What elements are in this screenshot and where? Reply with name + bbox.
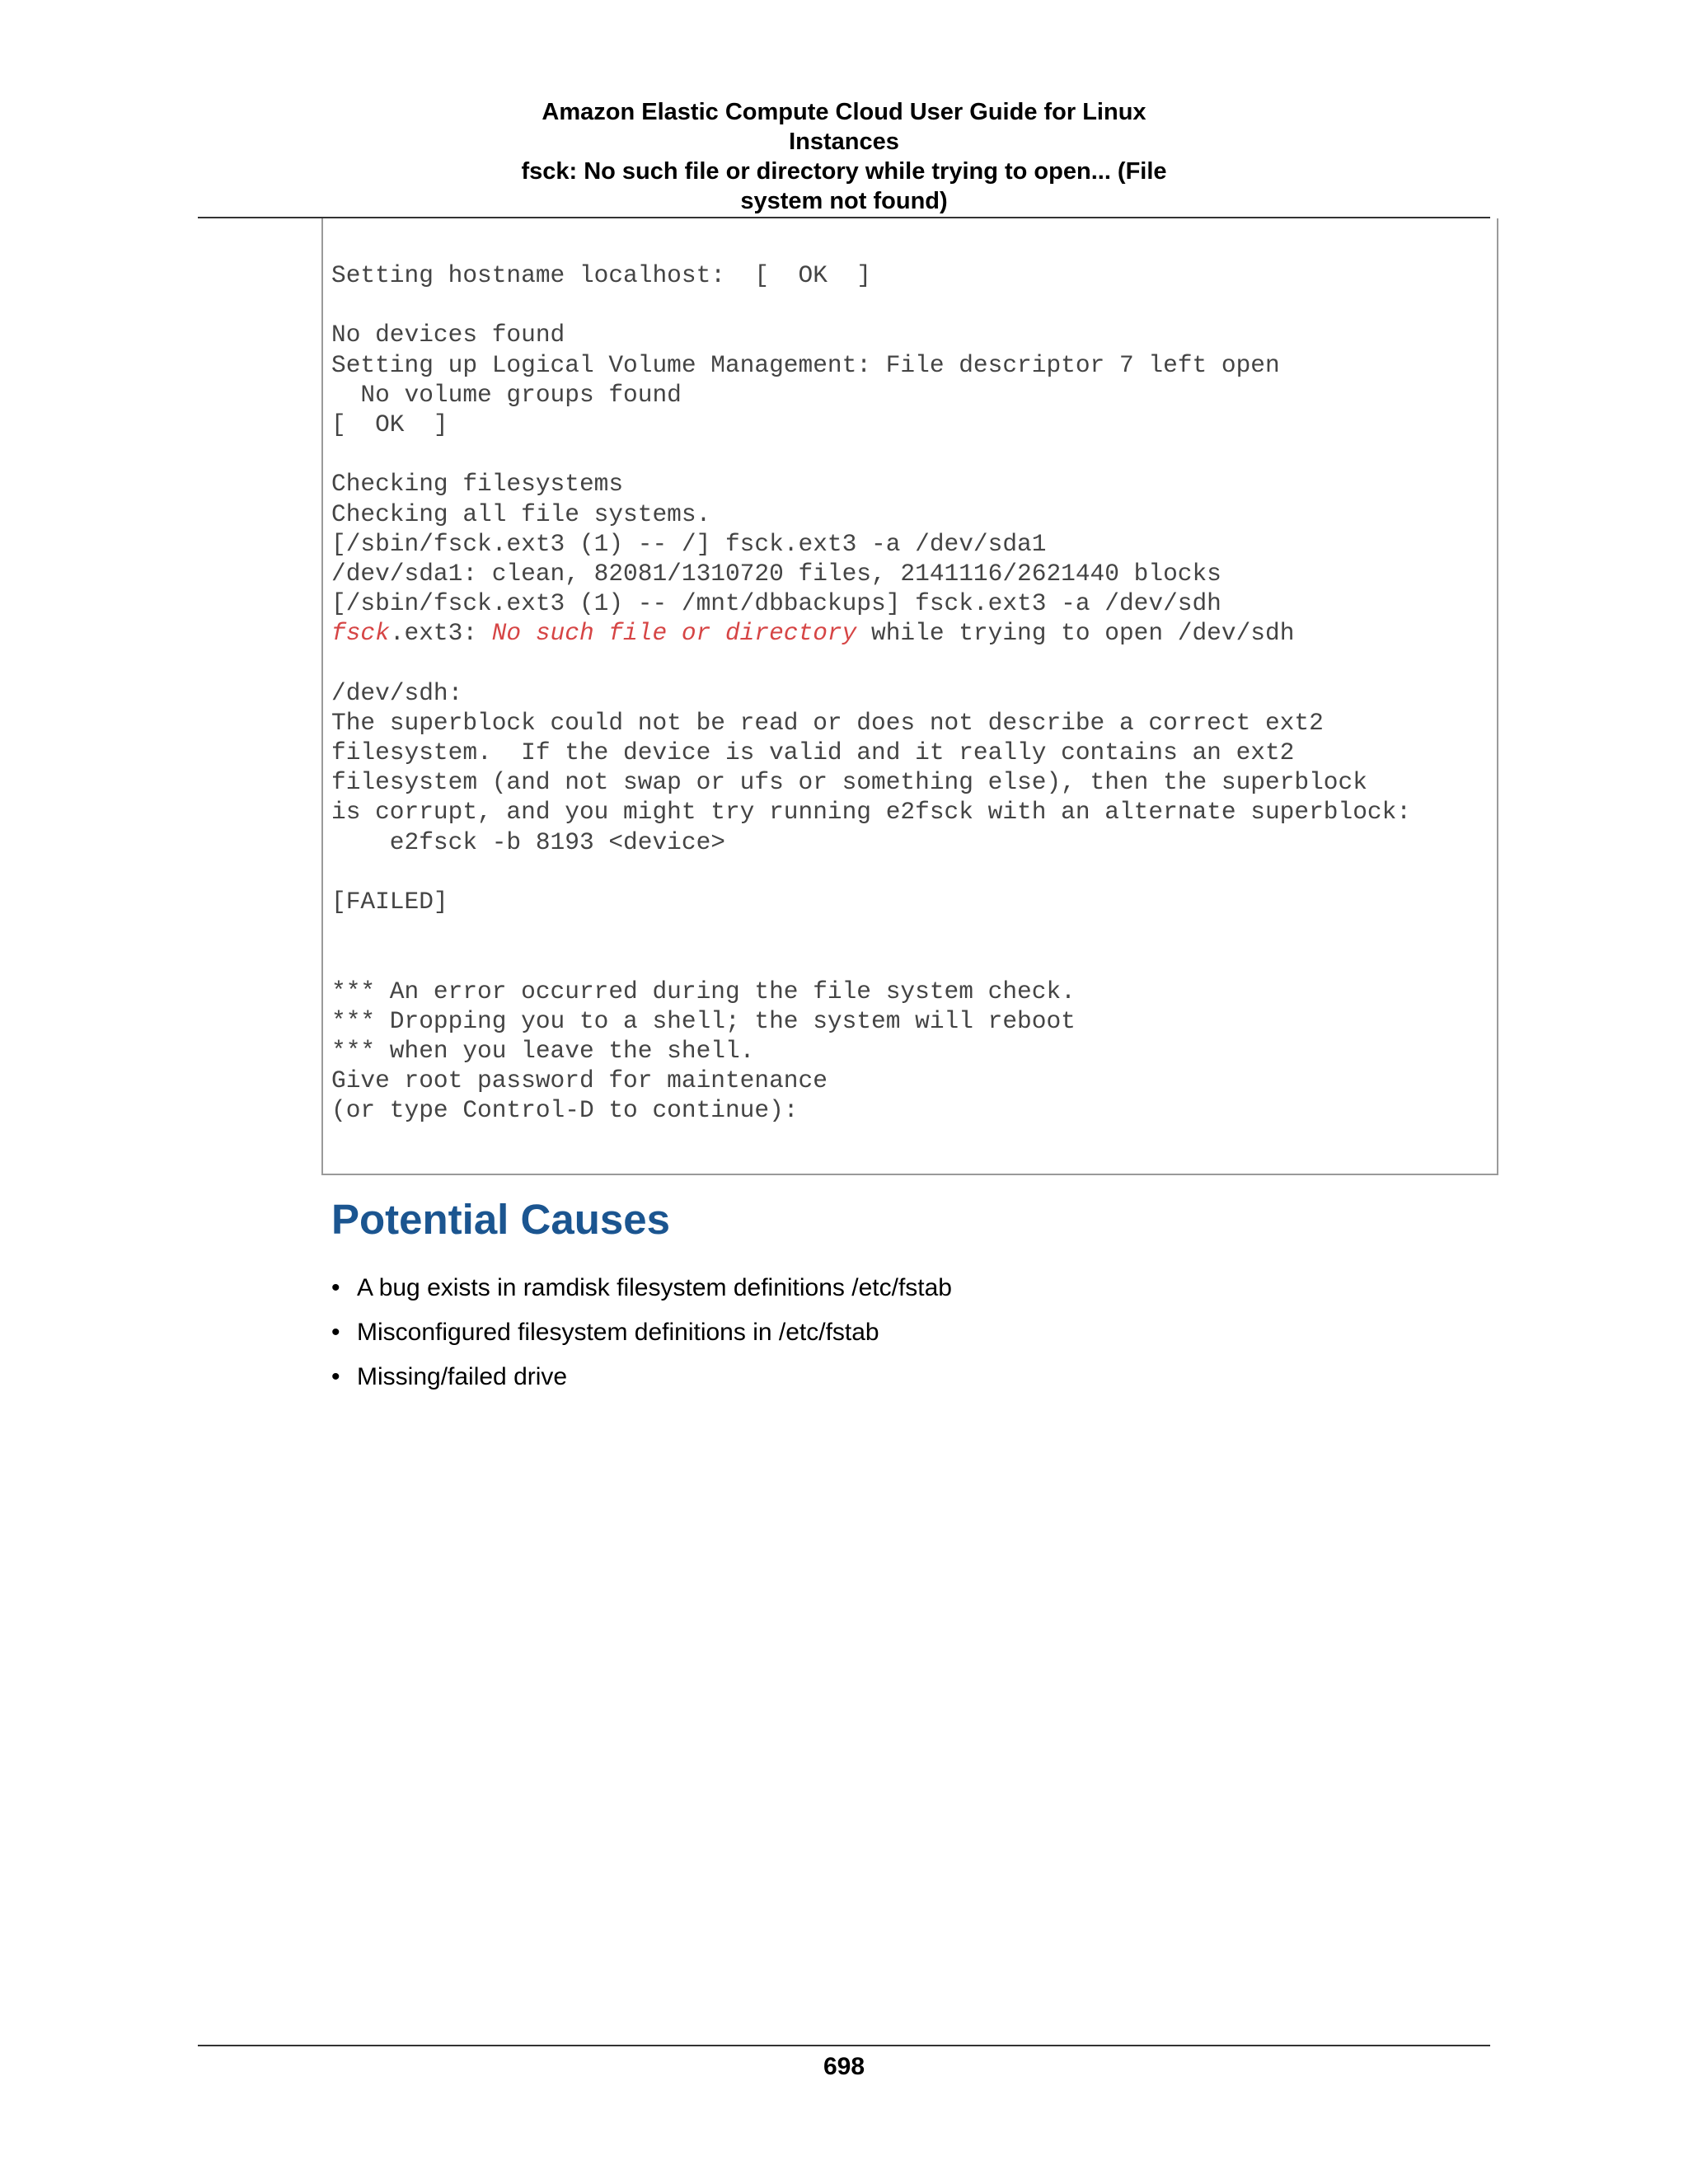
console-line: is corrupt, and you might try running e2fsck with an alternate superblock: [331,798,1412,827]
bullet-icon: • [331,1363,340,1390]
console-line [331,439,1411,469]
console-line: *** Dropping you to a shell; the system will reboot [331,1006,1076,1035]
console-line: Setting up Logical Volume Management: File descriptor 7 left open [331,350,1280,379]
console-line: Give root password for maintenance [331,1066,828,1095]
bullet-icon: • [331,1274,340,1301]
error-command-suffix: .ext3: [389,619,492,648]
topic-title: fsck: No such file or directory while trying to open... (File [521,158,1167,185]
console-error-line [331,618,1411,648]
console-line: filesystem. If the device is valid and it really contains an ext2 [331,738,1295,766]
console-line: [ OK ] [331,410,448,438]
guide-title: Amazon Elastic Compute Cloud User Guide for Linux [542,99,1146,125]
console-line: [/sbin/fsck.ext3 (1) -- /mnt/dbbackups] fsck.ext3 -a /dev/sdh [331,589,1221,618]
console-line: [/sbin/fsck.ext3 (1) -- /] fsck.ext3 -a /dev/sda1 [331,529,1047,558]
console-line: Setting hostname localhost: [ OK ] [331,261,872,289]
footer-divider [198,2045,1490,2046]
bullet-icon: • [331,1319,340,1346]
console-line [331,648,1411,677]
list-item-text: Missing/failed drive [357,1363,568,1390]
console-line [331,290,1411,320]
console-line: /dev/sda1: clean, 82081/1310720 files, 2141116/2621440 blocks [331,559,1221,588]
console-line: No volume groups found [331,380,682,409]
console-line: The superblock could not be read or does not describe a correct ext2 [331,708,1324,737]
page-number: 698 [823,2053,865,2080]
list-item-text: Misconfigured filesystem definitions in /etc/fstab [357,1319,879,1346]
list-item-text: A bug exists in ramdisk filesystem definitions /etc/fstab [357,1274,952,1301]
potential-causes-list [331,1273,952,1407]
topic-title-continued: system not found) [740,188,948,214]
error-message: No such file or directory [491,619,857,648]
console-output [331,260,1411,1125]
guide-title-continued: Instances [789,129,899,155]
console-line: e2fsck -b 8193 <device> [331,827,725,856]
list-item [331,1318,952,1362]
console-line: Checking filesystems [331,470,624,499]
console-line: No devices found [331,321,565,349]
console-line: /dev/sdh: [331,678,463,707]
error-command: fsck [331,619,390,648]
console-line: [FAILED] [331,887,448,916]
console-line [331,857,1411,887]
console-line: Checking all file systems. [331,499,711,528]
console-line: *** An error occurred during the file system check. [331,977,1076,1005]
error-detail: while trying to open /dev/sdh [856,619,1295,648]
list-item [331,1273,952,1318]
console-line: (or type Control-D to continue): [331,1096,799,1125]
console-line: *** when you leave the shell. [331,1036,755,1065]
console-line [331,946,1411,976]
console-line: filesystem (and not swap or ufs or something else), then the superblock [331,768,1367,797]
page-header [198,97,1490,216]
console-line [331,916,1411,946]
list-item [331,1362,952,1407]
section-heading: Potential Causes [331,1196,670,1243]
